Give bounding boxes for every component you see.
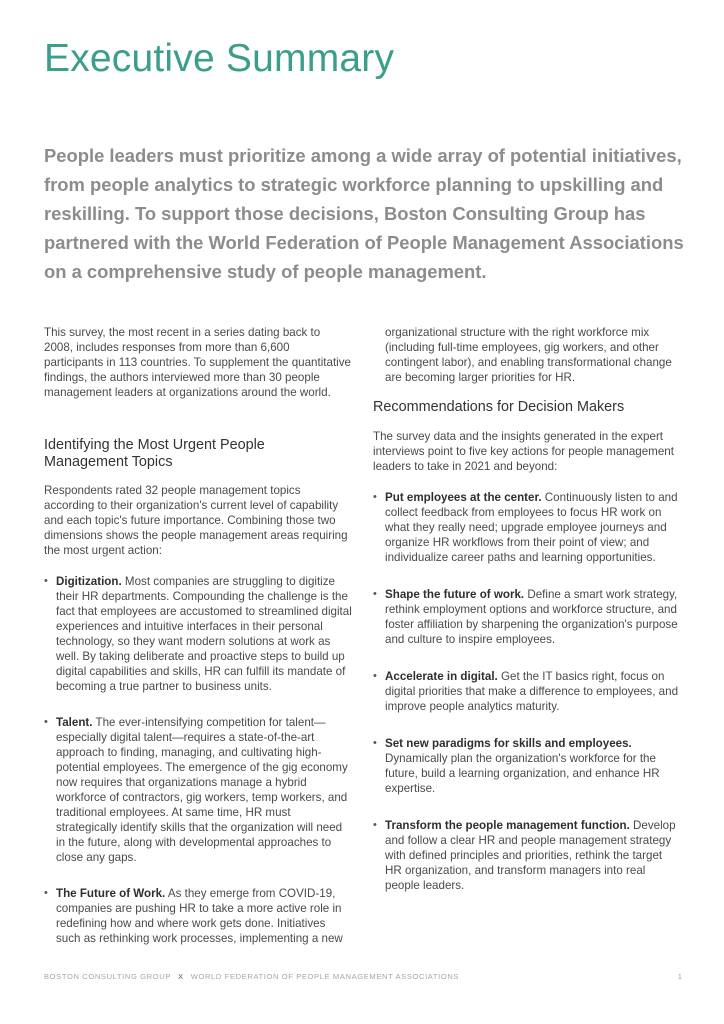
list-item xyxy=(373,490,681,565)
list-item-term: Transform the people management function. xyxy=(385,819,630,832)
list-item-text: Get the IT basics right, focus on digital priorities that make a difference to employees, and improve people analytics maturity. xyxy=(385,670,679,713)
list-item-term: Set new paradigms for skills and employees. xyxy=(385,737,632,750)
section-heading-urgent-topics: Identifying the Most Urgent People Management Topics xyxy=(44,437,265,470)
footer-org-wfpma: WORLD FEDERATION OF PEOPLE MANAGEMENT ASSOCIATIONS xyxy=(190,972,460,981)
left-column xyxy=(44,325,352,946)
list-item xyxy=(373,587,681,647)
continued-paragraph: organizational structure with the right workforce mix (including full-time employees, gig workers, and other contingent labor), and enabling transformational change are becoming larger priorities for HR. xyxy=(385,326,672,384)
recommendations-list xyxy=(373,490,681,893)
list-item-term: Shape the future of work. xyxy=(385,588,525,601)
list-item-term: Digitization. xyxy=(56,575,122,588)
list-item-text: Dynamically plan the organization's workforce for the future, build a learning organization, and enhance HR expertise. xyxy=(385,752,660,795)
list-item-text: Develop and follow a clear HR and people management strategy with defined principles and priorities, rethink the target HR organization, and transform managers into real people leaders. xyxy=(385,819,676,892)
list-item-term: Talent. xyxy=(56,716,93,729)
list-item xyxy=(373,669,681,714)
recommendations-paragraph: The survey data and the insights generated in the expert interviews point to five key actions for people management leaders to take in 2021 and beyond: xyxy=(373,430,674,473)
right-column xyxy=(373,325,681,893)
list-item xyxy=(373,818,681,893)
list-item-term: The Future of Work. xyxy=(56,887,166,900)
page-footer xyxy=(44,972,682,981)
lead-paragraph: People leaders must prioritize among a wide array of potential initiatives, from people analytics to strategic workforce planning to upskilling and reskilling. To support those decisions, Boston Consulting Group has partnered with the World Federation of People Management Associations on a comprehensive study of people management. xyxy=(44,145,684,282)
list-item-term: Put employees at the center. xyxy=(385,491,542,504)
list-item xyxy=(44,886,352,946)
footer-org-bcg: BOSTON CONSULTING GROUP xyxy=(44,972,172,981)
urgent-topics-list xyxy=(44,574,352,946)
footer-separator: X xyxy=(178,972,184,981)
list-item xyxy=(44,574,352,694)
list-item-text: Most companies are struggling to digitize their HR departments. Compounding the challenge is the fact that employees are accustomed to streamlined digital experiences and intuitive interfaces in their personal technology, so they want modern solutions at work as well. By taking deliberate and proactive steps to build up digital capabilities and skills, HR can fulfill its mandate of becoming a true partner to business units. xyxy=(56,575,352,693)
list-item xyxy=(373,736,681,796)
page-title: Executive Summary xyxy=(44,37,395,80)
page-number: 1 xyxy=(677,972,682,981)
list-item-text: Continuously listen to and collect feedback from employees to focus HR work on what they really need; upgrade employee journeys and organize HR workflows from their point of view; and individualize career paths and learning opportunities. xyxy=(385,491,678,564)
list-item-text: Define a smart work strategy, rethink employment options and workforce structure, and foster affiliation by sharpening the organization's purpose and culture to inspire employees. xyxy=(385,588,678,646)
urgent-topics-paragraph: Respondents rated 32 people management topics according to their organization's current level of capability and each topic's future importance. Combining those two dimensions shows the people management areas requiring the most urgent action: xyxy=(44,484,348,557)
list-item xyxy=(44,715,352,865)
list-item-text: The ever-intensifying competition for talent—especially digital talent—requires a state-of-the-art approach to finding, managing, and cultivating high-potential employees. The emergence of the gig economy now requires that organizations manage a hybrid workforce of contractors, gig workers, temp workers, and traditional employees. At same time, HR must strategically identify skills that the organization will need in the future, along with developmental approaches to close any gaps. xyxy=(56,716,348,864)
list-item-term: Accelerate in digital. xyxy=(385,670,498,683)
intro-paragraph: This survey, the most recent in a series dating back to 2008, includes responses from more than 6,600 participants in 113 countries. To supplement the quantitative findings, the authors interviewed more than 30 people management leaders at organizations around the world. xyxy=(44,326,351,399)
list-item-text: As they emerge from COVID-19, companies are pushing HR to take a more active role in redefining how and where work gets done. Initiatives such as rethinking work processes, implementing a new xyxy=(56,887,343,945)
section-heading-recommendations: Recommendations for Decision Makers xyxy=(373,399,625,415)
